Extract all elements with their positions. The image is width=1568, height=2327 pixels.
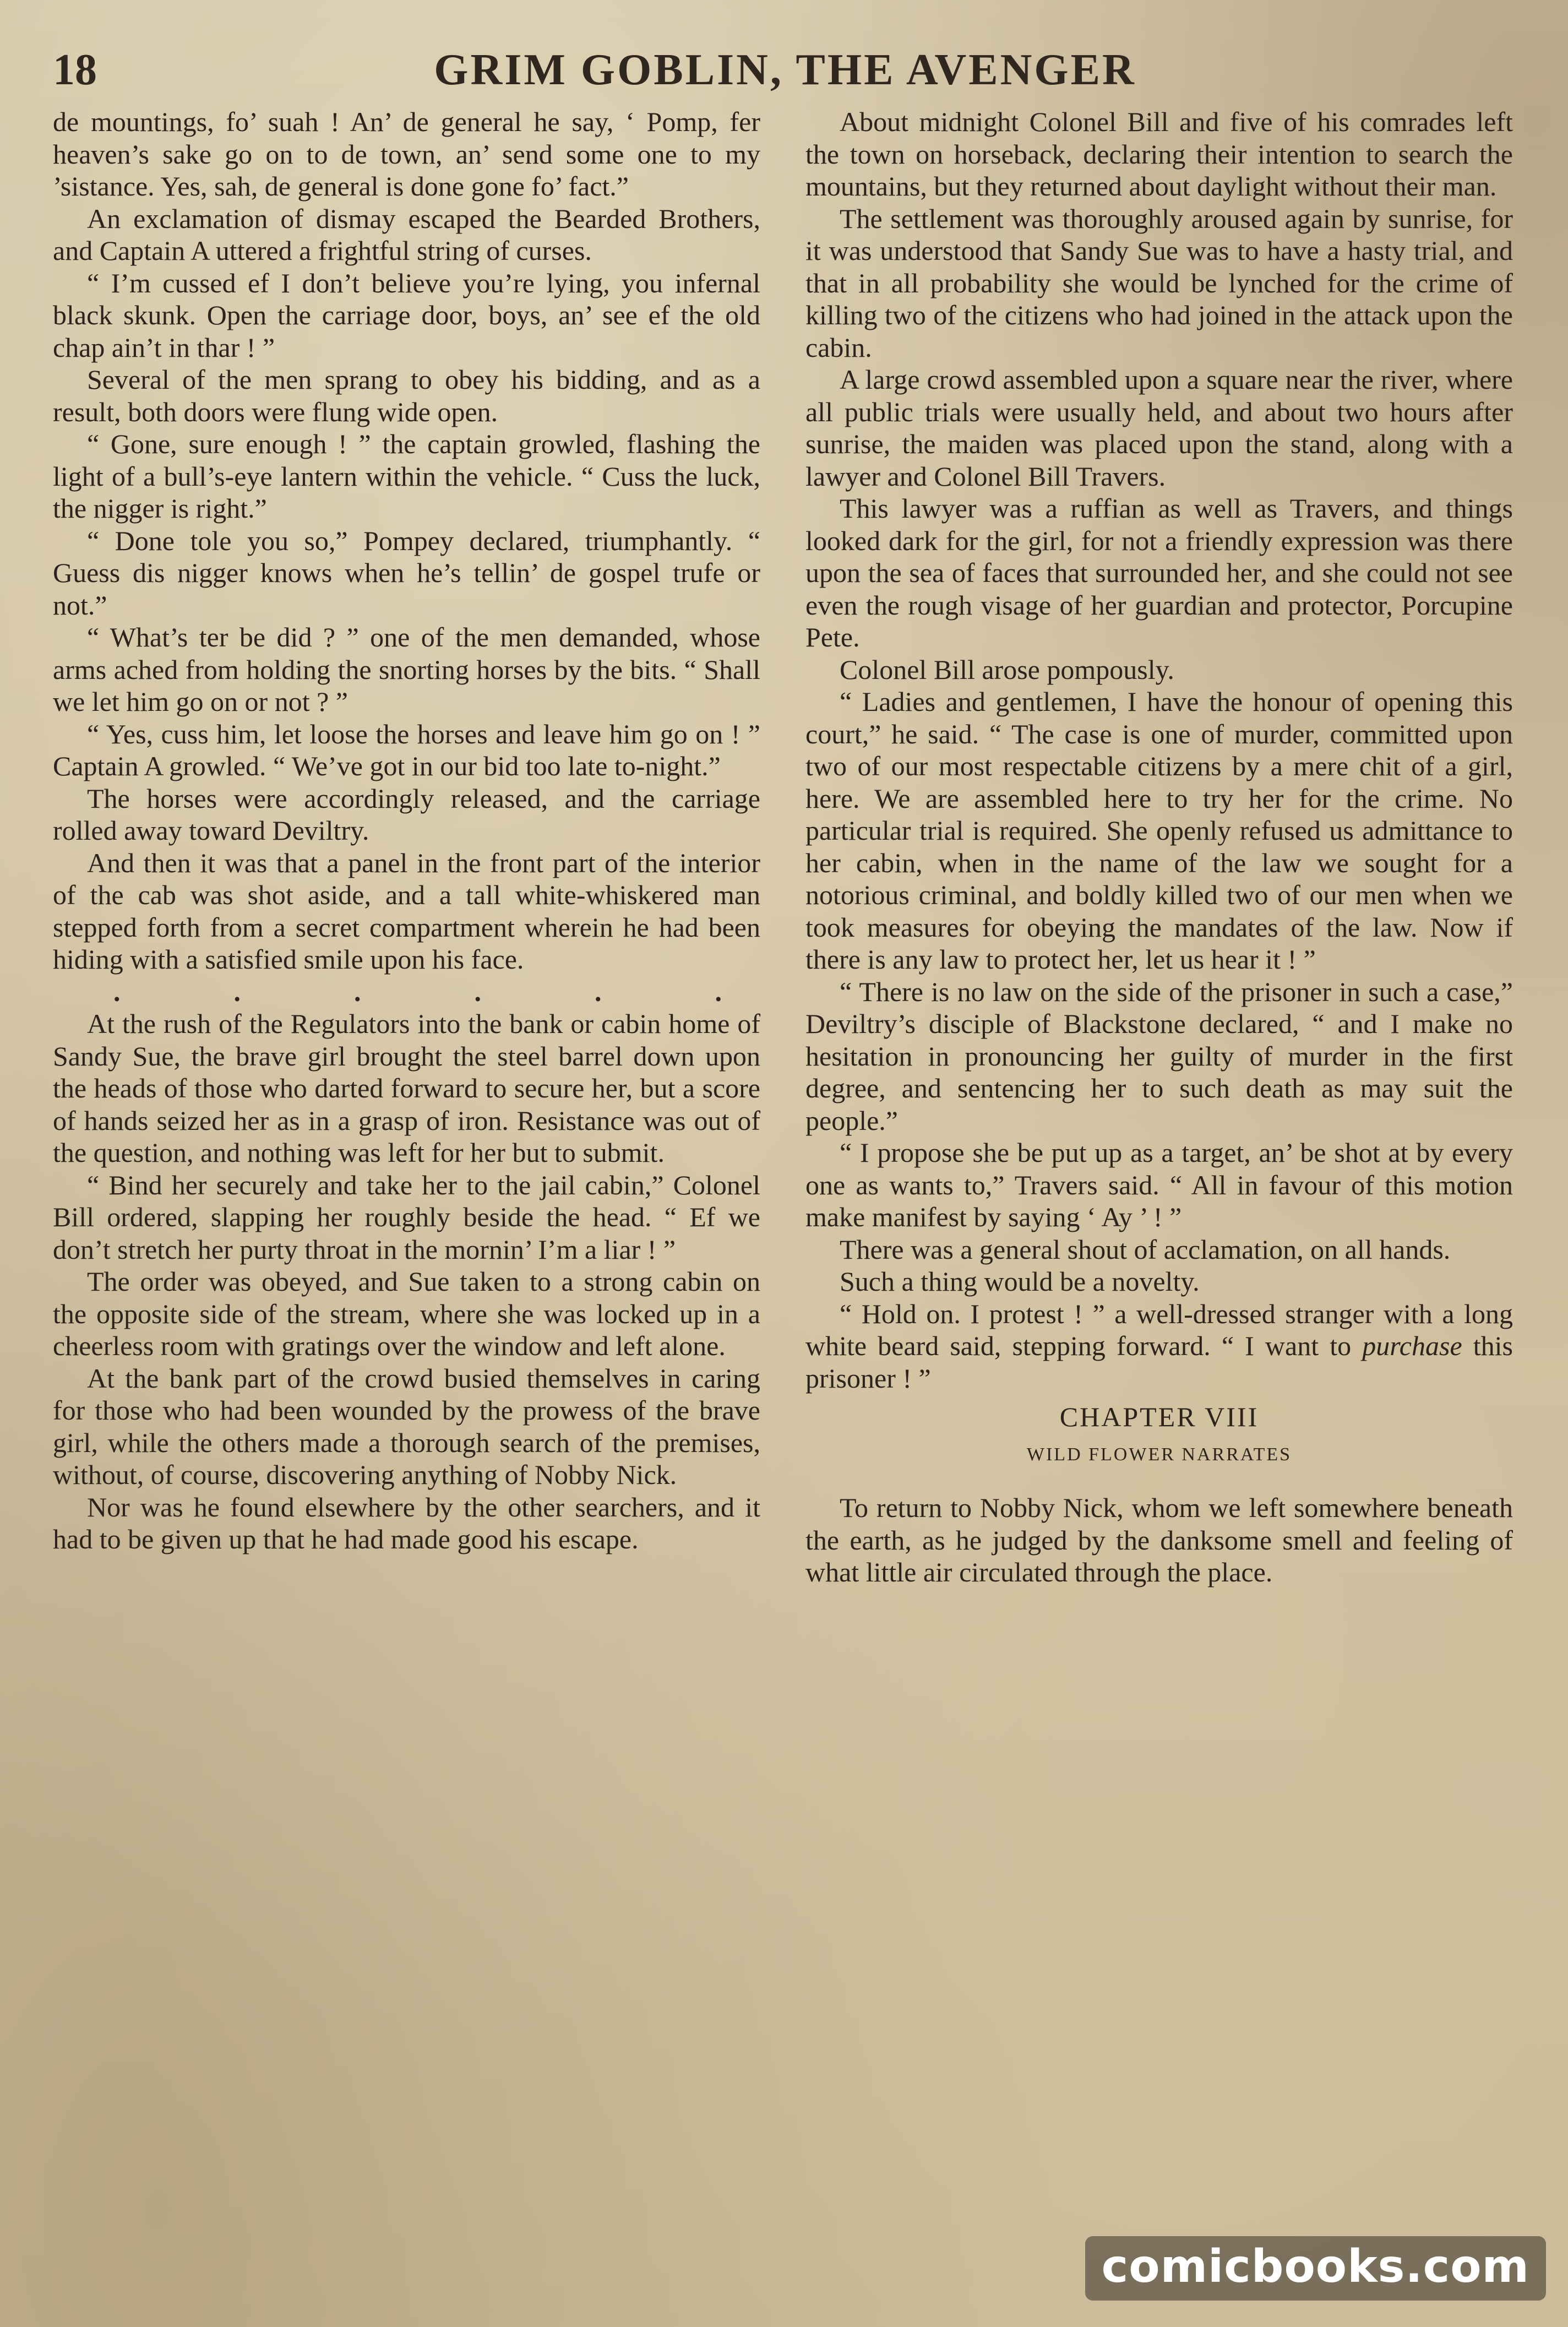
section-break-dot: .: [354, 976, 361, 1007]
running-title: GRIM GOBLIN, THE AVENGER: [434, 46, 1136, 94]
paragraph: Such a thing would be a novelty.: [840, 1266, 1200, 1297]
section-break-dot: .: [595, 976, 602, 1007]
paragraph: At the rush of the Regulators into the bank or cabin home of Sandy Sue, the brave girl brought the steel barrel down upon the heads of those who darted forward to secure her, but a score of hands seized her as in a grasp of iron. Resistance was out of the question, and nothing was left for her but to submit.: [53, 1008, 760, 1168]
paragraph-text: “ Hold on. I protest ! ” a well-dressed stranger with a long white beard said, stepping forward. “ I want to: [805, 1298, 1513, 1361]
emphasized-word: purchase: [1362, 1330, 1462, 1361]
paragraph: “ Done tole you so,” Pompey declared, triumphantly. “ Guess dis nigger knows when he’s tellin’ de gospel trufe or not.”: [53, 525, 760, 621]
paragraph: The settlement was thoroughly aroused again by sunrise, for it was understood that Sandy Sue was to have a hasty trial, and that in all probability she would be lynched for the crime of killing two of the citizens who had joined in the attack upon the cabin.: [805, 203, 1513, 363]
paragraph: “ Bind her securely and take her to the jail cabin,” Colonel Bill ordered, slapping her roughly beside the head. “ Ef we don’t stretch her purty throat in the mornin’ I’m a liar ! ”: [53, 1169, 760, 1265]
paragraph: An exclamation of dismay escaped the Bearded Brothers, and Captain A uttered a frightful string of curses.: [53, 203, 760, 266]
chapter-subtitle: WILD FLOWER NARRATES: [1026, 1444, 1292, 1465]
section-break-dot: .: [233, 976, 241, 1007]
paragraph: [805, 1298, 1513, 1395]
paragraph-text: this prisoner ! ”: [805, 1330, 1513, 1394]
paragraph: About midnight Colonel Bill and five of his comrades left the town on horseback, declaring their intention to search the mountains, but they returned about daylight without their man.: [805, 106, 1513, 202]
paragraph: Nor was he found elsewhere by the other searchers, and it had to be given up that he had made good his escape.: [53, 1491, 760, 1554]
paragraph: “ Gone, sure enough ! ” the captain growled, flashing the light of a bull’s-eye lantern within the vehicle. “ Cuss the luck, the nigger is right.”: [53, 428, 760, 524]
paragraph: “ Yes, cuss him, let loose the horses and leave him go on ! ” Captain A growled. “ We’ve got in our bid too late to-night.”: [53, 718, 760, 781]
paragraph: This lawyer was a ruffian as well as Travers, and things looked dark for the girl, for not a friendly expression was there upon the sea of faces that surrounded her, and she could not see even the rough visage of her guardian and protector, Porcupine Pete.: [805, 493, 1513, 653]
paragraph: Several of the men sprang to obey his bidding, and as a result, both doors were flung wide open.: [53, 364, 760, 427]
section-break: [53, 976, 760, 1008]
paragraph: “ Ladies and gentlemen, I have the honour of opening this court,” he said. “ The case is one of murder, committed upon two of our most respectable citizens by a mere chit of a girl, here. We are assembled here to try her for the crime. No particular trial is required. She openly refused us admittance to her cabin, when in the name of the law we sought for a notorious criminal, and boldly killed two of our men when we took measures for obeying the mandates of the law. Now if there is any law to protect her, let us hear it ! ”: [805, 686, 1513, 975]
paragraph: And then it was that a panel in the front part of the interior of the cab was shot aside, and a tall white-whiskered man stepped forth from a secret compartment wherein he had been hiding with a satisfied smile upon his face.: [53, 847, 760, 975]
page-header: [53, 40, 1517, 100]
chapter-heading: CHAPTER VIII: [1059, 1401, 1259, 1432]
paragraph: de mountings, fo’ suah ! An’ de general he say, ‘ Pomp, fer heaven’s sake go on to de town, an’ send some one to my ’sistance. Yes, sah, de general is done gone fo’ fact.”: [53, 106, 760, 202]
page-number: 18: [53, 46, 97, 94]
paragraph: The horses were accordingly released, and the carriage rolled away toward Deviltry.: [53, 782, 760, 846]
paragraph: “ What’s ter be did ? ” one of the men demanded, whose arms ached from holding the snorting horses by the bits. “ Shall we let him go on or not ? ”: [53, 622, 760, 717]
section-break-dot: .: [715, 976, 722, 1007]
paragraph: Colonel Bill arose pompously.: [840, 654, 1174, 685]
paragraph: “ There is no law on the side of the prisoner in such a case,” Deviltry’s disciple of Blackstone declared, “ and I make no hesitation in pronouncing her guilty of murder in the first degree, and sentencing her to such death as may suit the people.”: [805, 976, 1513, 1136]
left-column: [53, 106, 760, 1556]
right-column: [805, 106, 1513, 1589]
paragraph: There was a general shout of acclamation, on all hands.: [840, 1233, 1451, 1265]
paragraph: To return to Nobby Nick, whom we left somewhere beneath the earth, as he judged by the danksome smell and feeling of what little air circulated through the place.: [805, 1492, 1513, 1587]
section-break-dot: .: [474, 976, 481, 1007]
paragraph: At the bank part of the crowd busied themselves in caring for those who had been wounded by the prowess of the brave girl, while the others made a thorough search of the premises, without, of course, discovering anything of Nobby Nick.: [53, 1362, 760, 1490]
paragraph: The order was obeyed, and Sue taken to a strong cabin on the opposite side of the stream, where she was locked up in a cheerless room with gratings over the window and left alone.: [53, 1266, 760, 1361]
paragraph: “ I propose she be put up as a target, an’ be shot at by every one as wants to,” Travers said. “ All in favour of this motion make manifest by saying ‘ Ay ’ ! ”: [805, 1137, 1513, 1232]
paragraph: A large crowd assembled upon a square near the river, where all public trials were usually held, and about two hours after sunrise, the maiden was placed upon the stand, along with a lawyer and Colonel Bill Travers.: [805, 364, 1513, 492]
section-break-dot: .: [113, 976, 121, 1007]
paragraph: “ I’m cussed ef I don’t believe you’re lying, you infernal black skunk. Open the carriage door, boys, an’ see ef the old chap ain’t in thar ! ”: [53, 267, 760, 363]
watermark-logo: comicbooks.com: [1085, 2236, 1546, 2301]
